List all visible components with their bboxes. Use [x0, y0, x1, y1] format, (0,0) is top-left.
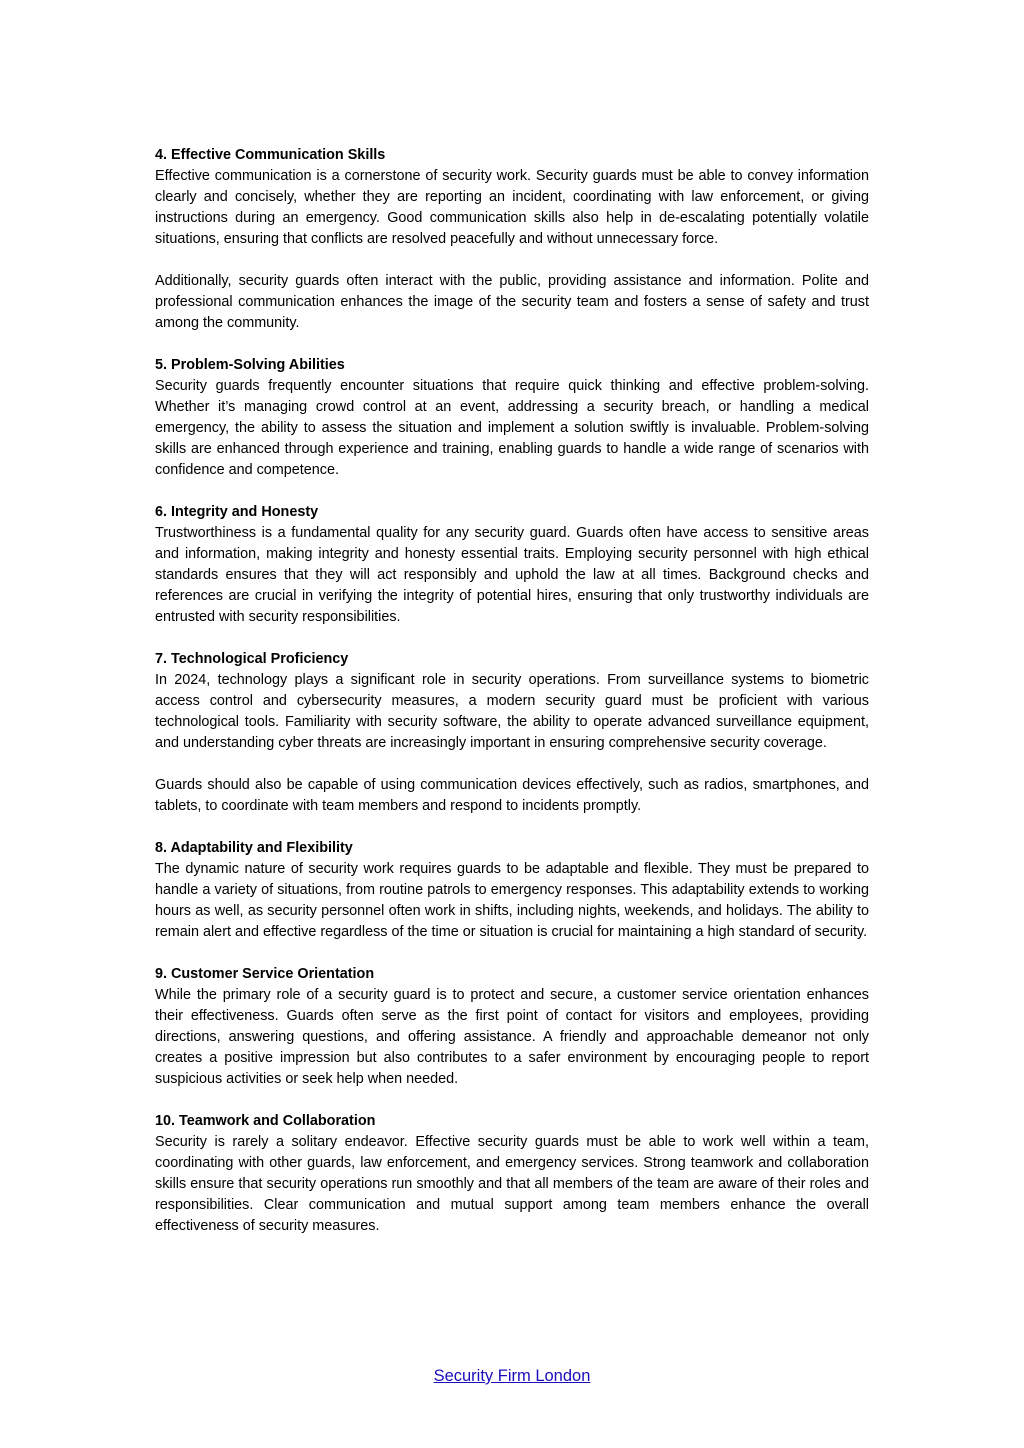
- document-body: [155, 145, 869, 1258]
- section-paragraph: Security is rarely a solitary endeavor. Effective security guards must be able to work well within a team, coordinating with other guards, law enforcement, and emergency services. Strong teamwork and collaboration skills ensure that security operations run smoothly and that all members of the team are aware of their roles and responsibilities. Clear communication and mutual support among team members enhance the overall effectiveness of security measures.: [155, 1134, 869, 1234]
- section-paragraph: Security guards frequently encounter situations that require quick thinking and effective problem-solving. Whether it’s managing crowd control at an event, addressing a security breach, or handling a medical emergency, the ability to assess the situation and implement a solution swiftly is invaluable. Problem-solving skills are enhanced through experience and training, enabling guards to handle a wide range of scenarios with confidence and competence.: [155, 378, 869, 478]
- section-heading: 7. Technological Proficiency: [155, 651, 349, 667]
- section-paragraph: Additionally, security guards often interact with the public, providing assistance and information. Polite and professional communication enhances the image of the security team and fosters a sense of safety and trust among the community.: [155, 273, 869, 331]
- section-paragraph: While the primary role of a security guard is to protect and secure, a customer service orientation enhances their effectiveness. Guards often serve as the first point of contact for visitors and employees, providing directions, answering questions, and offering assistance. A friendly and approachable demeanor not only creates a positive impression but also contributes to a safer environment by encouraging people to report suspicious activities or seek help when needed.: [155, 987, 869, 1087]
- section-teamwork: [155, 1111, 869, 1237]
- section-heading: 8. Adaptability and Flexibility: [155, 840, 353, 856]
- section-communication: [155, 145, 869, 334]
- section-paragraph: Effective communication is a cornerstone of security work. Security guards must be able to convey information clearly and concisely, whether they are reporting an incident, coordinating with law enforcement, or giving instructions during an emergency. Good communication skills also help in de-escalating potentially volatile situations, ensuring that conflicts are resolved peacefully and without unnecessary force.: [155, 168, 869, 247]
- section-heading: 6. Integrity and Honesty: [155, 504, 319, 520]
- section-heading: 4. Effective Communication Skills: [155, 147, 386, 163]
- section-technology: [155, 649, 869, 817]
- section-paragraph: In 2024, technology plays a significant role in security operations. From surveillance systems to biometric access control and cybersecurity measures, a modern security guard must be proficient with various technological tools. Familiarity with security software, the ability to operate advanced surveillance equipment, and understanding cyber threats are increasingly important in ensuring comprehensive security coverage.: [155, 672, 869, 751]
- section-customer-service: [155, 964, 869, 1090]
- page-footer: [0, 1365, 1024, 1387]
- section-paragraph: Trustworthiness is a fundamental quality for any security guard. Guards often have access to sensitive areas and information, making integrity and honesty essential traits. Employing security personnel with high ethical standards ensures that they will act responsibly and uphold the law at all times. Background checks and references are crucial in verifying the integrity of potential hires, ensuring that only trustworthy individuals are entrusted with security responsibilities.: [155, 525, 869, 625]
- section-problem-solving: [155, 355, 869, 481]
- section-heading: 9. Customer Service Orientation: [155, 966, 375, 982]
- section-paragraph: The dynamic nature of security work requires guards to be adaptable and flexible. They must be prepared to handle a variety of situations, from routine patrols to emergency responses. This adaptability extends to working hours as well, as security personnel often work in shifts, including nights, weekends, and holidays. The ability to remain alert and effective regardless of the time or situation is crucial for maintaining a high standard of security.: [155, 861, 869, 940]
- section-paragraph: Guards should also be capable of using communication devices effectively, such as radios, smartphones, and tablets, to coordinate with team members and respond to incidents promptly.: [155, 777, 869, 814]
- section-adaptability: [155, 838, 869, 943]
- section-integrity: [155, 502, 869, 628]
- section-heading: 10. Teamwork and Collaboration: [155, 1113, 376, 1129]
- section-heading: 5. Problem-Solving Abilities: [155, 357, 345, 373]
- footer-link[interactable]: Security Firm London: [433, 1367, 591, 1385]
